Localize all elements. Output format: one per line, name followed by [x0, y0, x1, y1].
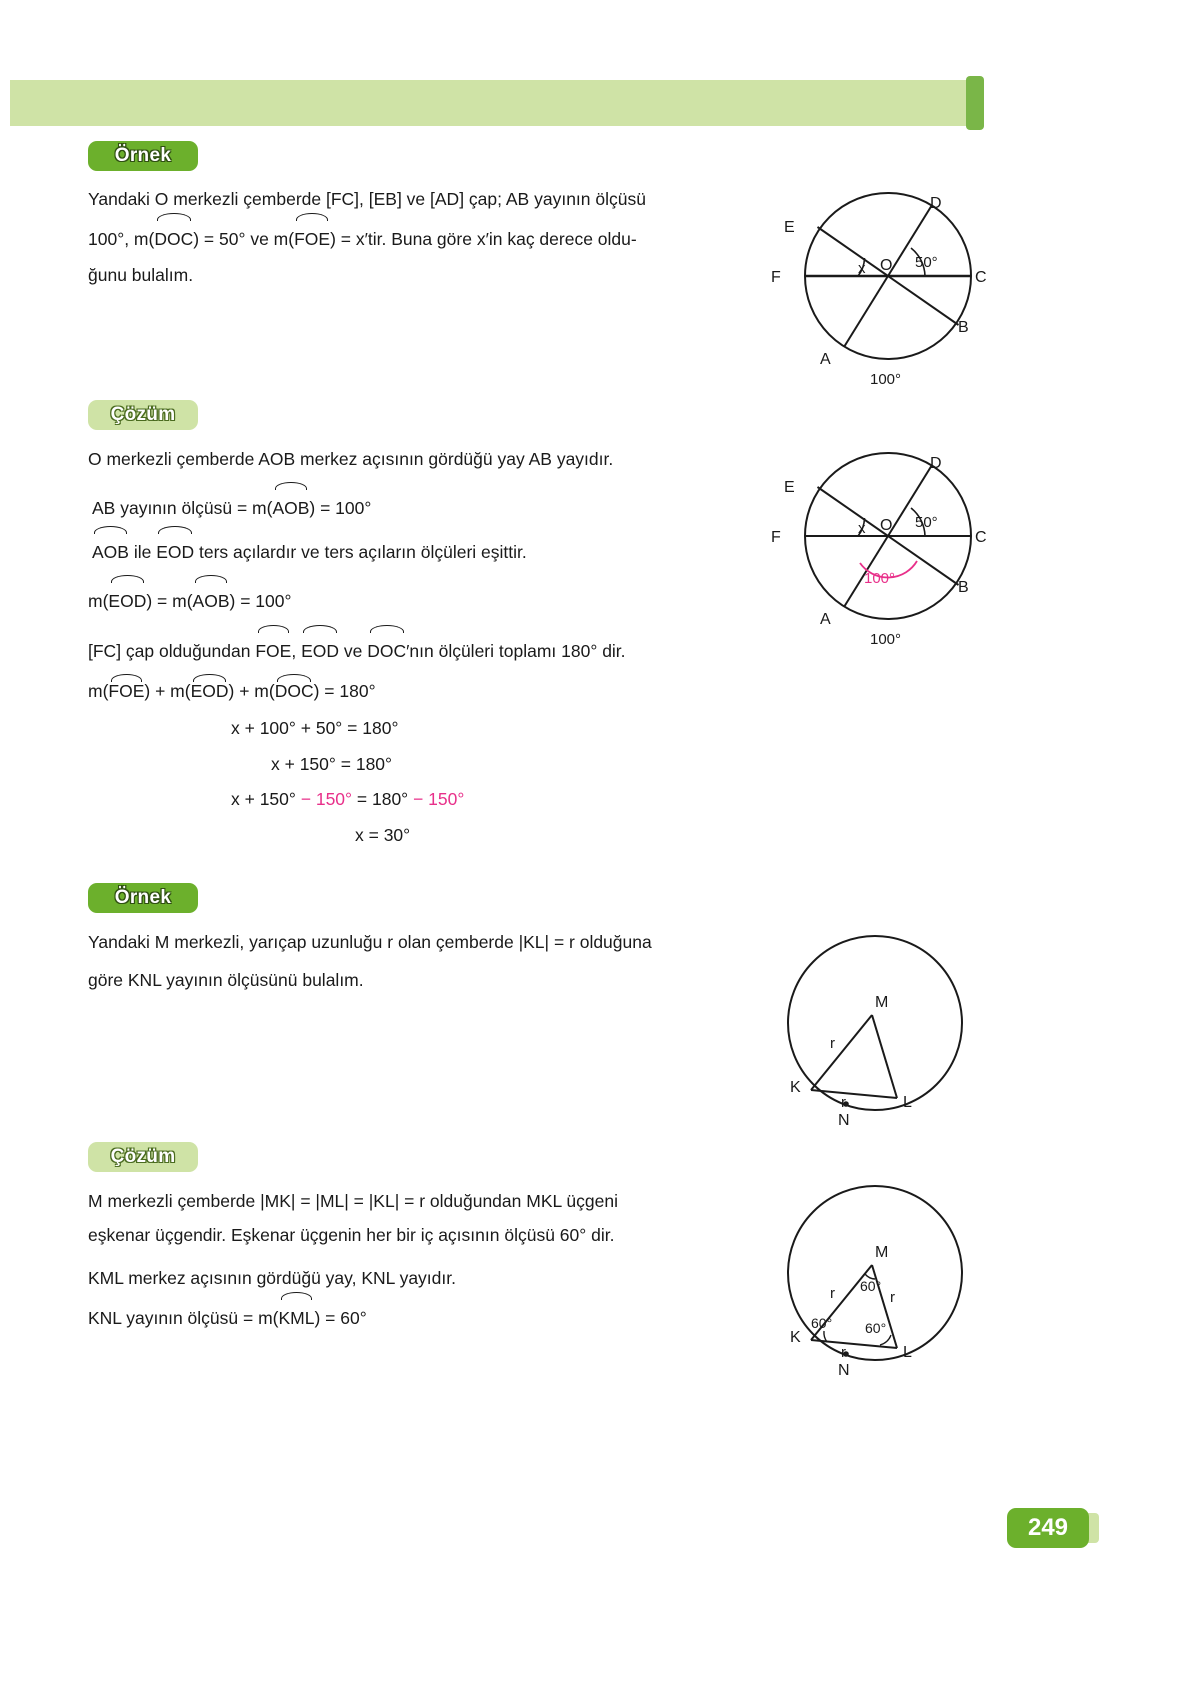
figure2-label-F: F: [771, 529, 781, 546]
figure4-angle-k-60: 60°: [811, 1315, 833, 1331]
arc-doc: DOC: [154, 218, 193, 258]
figure1-label-B: B: [958, 319, 969, 336]
solution1-eq2: [231, 718, 398, 739]
figure2-label-C: C: [975, 529, 987, 546]
solution1-line1: [88, 440, 613, 478]
figure1-angle-x: x: [858, 260, 866, 277]
solution1-eq5: [355, 825, 410, 846]
arc-kml: KML: [278, 1297, 314, 1337]
example1-line2-mid: ) = 50° ve m(: [193, 229, 295, 249]
arc-doc-3: DOC: [274, 681, 314, 701]
section-label-text: Örnek: [114, 887, 172, 908]
solution2-line3: [88, 1259, 456, 1297]
section-label-text: Çözüm: [110, 1146, 176, 1167]
solution1-line5-pre: [FC] çap olduğundan: [88, 641, 256, 661]
section-label-text: Çözüm: [110, 404, 176, 425]
solution1-line2-post: ) = 100°: [309, 498, 372, 518]
solution1-eq2-text: x + 100° + 50° = 180°: [231, 718, 399, 738]
figure2-angle-x: x: [858, 520, 866, 537]
solution1-line5-s1: ,: [291, 641, 302, 661]
solution1-eq1-post: ) = 180°: [313, 681, 376, 701]
section-label-cozum-2: [88, 1142, 198, 1172]
figure4-side-r-right: r: [890, 1289, 895, 1306]
arc-aob-3: AOB: [193, 580, 230, 620]
section-label-ornek-1: [88, 141, 198, 171]
figure2-label-E: E: [784, 479, 795, 496]
example1-line3-text: ğunu bulalım.: [88, 265, 194, 285]
solution2-line4-pre: KNL yayının ölçüsü = m(: [88, 1308, 279, 1328]
figure1-label-F: F: [771, 269, 781, 286]
solution1-eq1-m1: ) + m(: [144, 681, 191, 701]
figure-circle-O-2: [760, 440, 1010, 660]
figure2-angle-50: 50°: [915, 514, 938, 531]
solution1-eq4-a: x + 150°: [231, 789, 296, 809]
solution1-eq3: [271, 754, 392, 775]
solution1-eq4-b: = 180°: [352, 789, 409, 809]
arc-eod-3: EOD: [301, 630, 339, 670]
figure3-side-r-left: r: [830, 1035, 835, 1052]
figure2-label-D: D: [930, 455, 942, 472]
figure4-angle-l-60: 60°: [865, 1320, 887, 1336]
figure1-arc-100: 100°: [870, 371, 902, 388]
arc-aob-2: AOB: [92, 531, 129, 571]
section-label-cozum-1: [88, 400, 198, 430]
solution1-eq5-text: x = 30°: [355, 825, 411, 845]
solution1-line5-s2: ve: [339, 641, 368, 661]
figure4-label-K: K: [790, 1329, 801, 1346]
example2-line2-text: göre KNL yayının ölçüsünü bulalım.: [88, 970, 364, 990]
section-label-ornek-2: [88, 883, 198, 913]
solution1-eq1-pre: m(: [88, 681, 109, 701]
solution1-line2: [92, 487, 371, 527]
example1-line3: [88, 256, 193, 294]
solution1-line4-post: ) = 100°: [229, 591, 292, 611]
solution2-line2: [88, 1216, 614, 1254]
figure3-label-L: L: [903, 1094, 912, 1111]
figure-circle-M-2: [775, 1185, 985, 1395]
arc-aob: AOB: [272, 487, 309, 527]
solution2-line4-post: ) = 60°: [314, 1308, 367, 1328]
example1-line2-pre: 100°, m(: [88, 229, 155, 249]
arc-foe-2: FOE: [255, 630, 291, 670]
arc-eod-4: EOD: [190, 681, 229, 701]
solution1-line4: [88, 580, 291, 620]
arc-doc-2: DOC: [367, 630, 406, 670]
solution1-line5-post: ′nın ölçüleri toplamı 180° dir.: [406, 641, 626, 661]
example1-line2: [88, 218, 637, 258]
arc-eod-2: EOD: [108, 580, 146, 620]
figure4-angle-m-60: 60°: [860, 1278, 882, 1294]
figure2-label-B: B: [958, 579, 969, 596]
figure3-label-N: N: [838, 1112, 850, 1129]
arc-foe-3: FOE: [108, 681, 145, 701]
solution1-eq1: [88, 679, 376, 702]
figure2-angle-100-pink: 100°: [864, 570, 896, 587]
figure1-label-O: O: [880, 257, 893, 274]
figure-circle-O-1: [760, 172, 1010, 392]
page-header-band-cap: [966, 76, 984, 130]
example2-line2: [88, 961, 364, 999]
figure4-label-L: L: [903, 1344, 912, 1361]
page-number-text: 249: [1027, 1514, 1069, 1541]
section-label-text: Örnek: [114, 145, 172, 166]
example2-line1: [88, 923, 652, 961]
example1-line1-text: Yandaki O merkezli çemberde [FC], [EB] ve [AD] çap; AB yayının ölçüsü: [88, 189, 646, 209]
figure4-label-M: M: [875, 1244, 889, 1261]
figure2-label-A: A: [820, 611, 831, 628]
solution1-line2-pre: AB yayının ölçüsü = m(: [92, 498, 273, 518]
solution1-eq4: [231, 789, 464, 810]
solution2-line4: [88, 1297, 367, 1337]
figure1-angle-50: 50°: [915, 254, 938, 271]
figure1-label-C: C: [975, 269, 987, 286]
solution1-line4-mid: ) = m(: [146, 591, 193, 611]
page-number-badge: [1007, 1508, 1089, 1548]
arc-eod: EOD: [156, 531, 194, 571]
figure3-label-M: M: [875, 994, 889, 1011]
solution1-line3: [92, 531, 527, 571]
solution1-line3-post: ters açılardır ve ters açıların ölçüleri eşittir.: [194, 542, 527, 562]
solution2-line3-text: KML merkez açısının gördüğü yay, KNL yayıdır.: [88, 1268, 456, 1288]
solution2-line1: [88, 1182, 618, 1220]
figure3-side-r-bottom: r: [841, 1094, 846, 1111]
solution1-eq3-text: x + 150° = 180°: [271, 754, 393, 774]
solution1-line3-mid: ile: [128, 542, 157, 562]
figure3-label-K: K: [790, 1079, 801, 1096]
figure4-side-r-bottom: r: [841, 1344, 846, 1361]
figure1-label-D: D: [930, 195, 942, 212]
arc-foe: FOE: [294, 218, 330, 258]
figure4-label-N: N: [838, 1362, 850, 1379]
solution1-eq4-pink1: − 150°: [295, 789, 353, 809]
figure2-arc-100: 100°: [870, 631, 902, 648]
figure1-label-A: A: [820, 351, 831, 368]
solution1-eq1-m2: ) + m(: [228, 681, 275, 701]
figure2-label-O: O: [880, 517, 893, 534]
figure-circle-M-1: [775, 935, 985, 1145]
figure4-side-r-left: r: [830, 1285, 835, 1302]
solution2-line2-text: eşkenar üçgendir. Eşkenar üçgenin her bir iç açısının ölçüsü 60° dir.: [88, 1225, 615, 1245]
figure1-label-E: E: [784, 219, 795, 236]
solution2-line1-text: M merkezli çemberde |MK| = |ML| = |KL| = r olduğundan MKL üçgeni: [88, 1191, 618, 1211]
example1-line2-post: ) = x′tir. Buna göre x′in kaç derece oldu-: [330, 229, 637, 249]
example2-line1-text: Yandaki M merkezli, yarıçap uzunluğu r olan çemberde |KL| = r olduğuna: [88, 932, 652, 952]
page-header-band: [10, 80, 975, 126]
solution1-eq4-pink2: − 150°: [408, 789, 465, 809]
solution1-line5: [88, 630, 626, 670]
solution1-line4-pre: m(: [88, 591, 109, 611]
solution1-line1-text: O merkezli çemberde AOB merkez açısının gördüğü yay AB yayıdır.: [88, 449, 614, 469]
